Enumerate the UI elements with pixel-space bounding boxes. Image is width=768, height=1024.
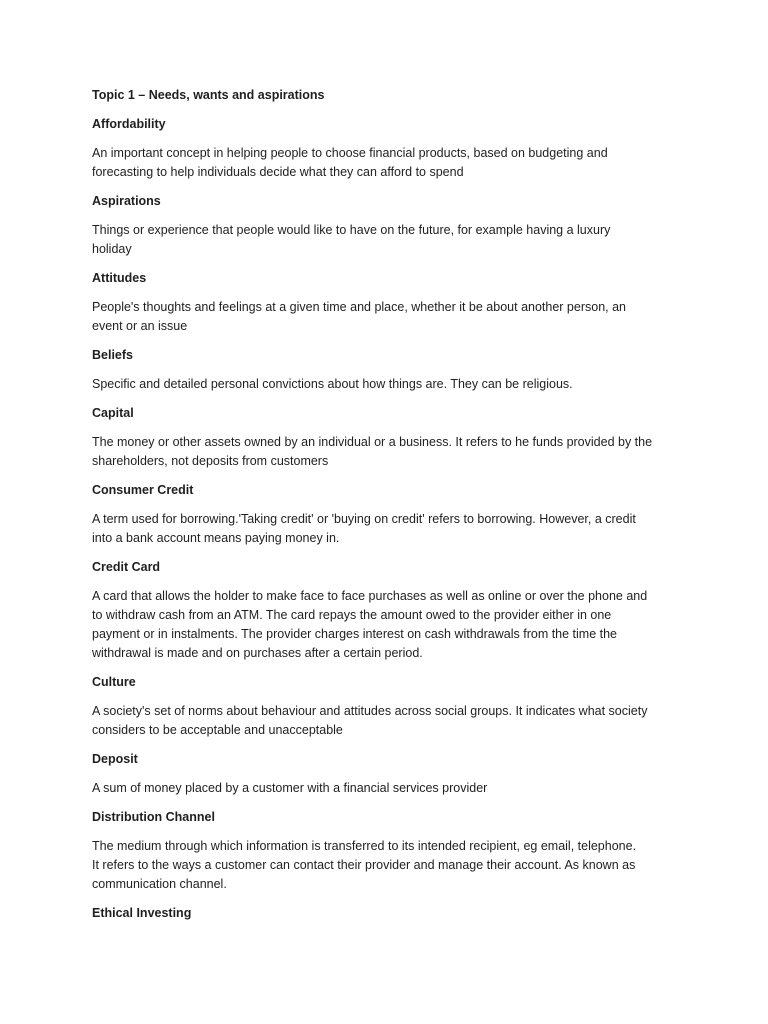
glossary-list bbox=[92, 115, 682, 923]
glossary-definition bbox=[92, 510, 682, 548]
definition-line: payment or in instalments. The provider charges interest on cash withdrawals from the time the bbox=[92, 627, 618, 641]
glossary-definition bbox=[92, 837, 682, 894]
glossary-term: Attitudes bbox=[92, 271, 147, 285]
glossary-term: Distribution Channel bbox=[92, 810, 215, 824]
glossary-definition bbox=[92, 702, 682, 740]
glossary-definition bbox=[92, 779, 682, 798]
definition-line: The medium through which information is transferred to its intended recipient, eg email, telephone. bbox=[92, 839, 637, 853]
definition-line: Things or experience that people would like to have on the future, for example having a luxury bbox=[92, 223, 611, 237]
glossary-term: Affordability bbox=[92, 117, 166, 131]
definition-line: A term used for borrowing.'Taking credit' or 'buying on credit' refers to borrowing. However, a credit bbox=[92, 512, 636, 526]
glossary-term: Consumer Credit bbox=[92, 483, 194, 497]
definition-line: withdrawal is made and on purchases after a certain period. bbox=[92, 646, 423, 660]
glossary-term: Culture bbox=[92, 675, 136, 689]
definition-line: Specific and detailed personal convictions about how things are. They can be religious. bbox=[92, 377, 573, 391]
definition-line: A sum of money placed by a customer with a financial services provider bbox=[92, 781, 488, 795]
definition-line: considers to be acceptable and unacceptable bbox=[92, 723, 343, 737]
definition-line: to withdraw cash from an ATM. The card repays the amount owed to the provider either in one bbox=[92, 608, 612, 622]
definition-line: holiday bbox=[92, 242, 132, 256]
glossary-term: Credit Card bbox=[92, 560, 161, 574]
definition-line: The money or other assets owned by an individual or a business. It refers to he funds provided by the bbox=[92, 435, 653, 449]
glossary-term: Capital bbox=[92, 406, 134, 420]
definition-line: People's thoughts and feelings at a given time and place, whether it be about another person, an bbox=[92, 300, 627, 314]
document-page bbox=[92, 86, 682, 933]
glossary-term: Deposit bbox=[92, 752, 138, 766]
definition-line: into a bank account means paying money in. bbox=[92, 531, 340, 545]
definition-line: An important concept in helping people to choose financial products, based on budgeting and bbox=[92, 146, 608, 160]
glossary-definition bbox=[92, 587, 682, 663]
glossary-definition bbox=[92, 375, 682, 394]
glossary-definition bbox=[92, 221, 682, 259]
definition-line: shareholders, not deposits from customers bbox=[92, 454, 329, 468]
definition-line: communication channel. bbox=[92, 877, 227, 891]
glossary-term: Aspirations bbox=[92, 194, 161, 208]
topic-title: Topic 1 – Needs, wants and aspirations bbox=[92, 88, 325, 102]
definition-line: A card that allows the holder to make face to face purchases as well as online or over the phone and bbox=[92, 589, 648, 603]
definition-line: A society's set of norms about behaviour and attitudes across social groups. It indicates what society bbox=[92, 704, 648, 718]
glossary-definition bbox=[92, 144, 682, 182]
definition-line: forecasting to help individuals decide what they can afford to spend bbox=[92, 165, 464, 179]
definition-line: event or an issue bbox=[92, 319, 188, 333]
glossary-definition bbox=[92, 298, 682, 336]
glossary-definition bbox=[92, 433, 682, 471]
glossary-term: Ethical Investing bbox=[92, 906, 192, 920]
definition-line: It refers to the ways a customer can contact their provider and manage their account. As known as bbox=[92, 858, 636, 872]
glossary-term: Beliefs bbox=[92, 348, 133, 362]
